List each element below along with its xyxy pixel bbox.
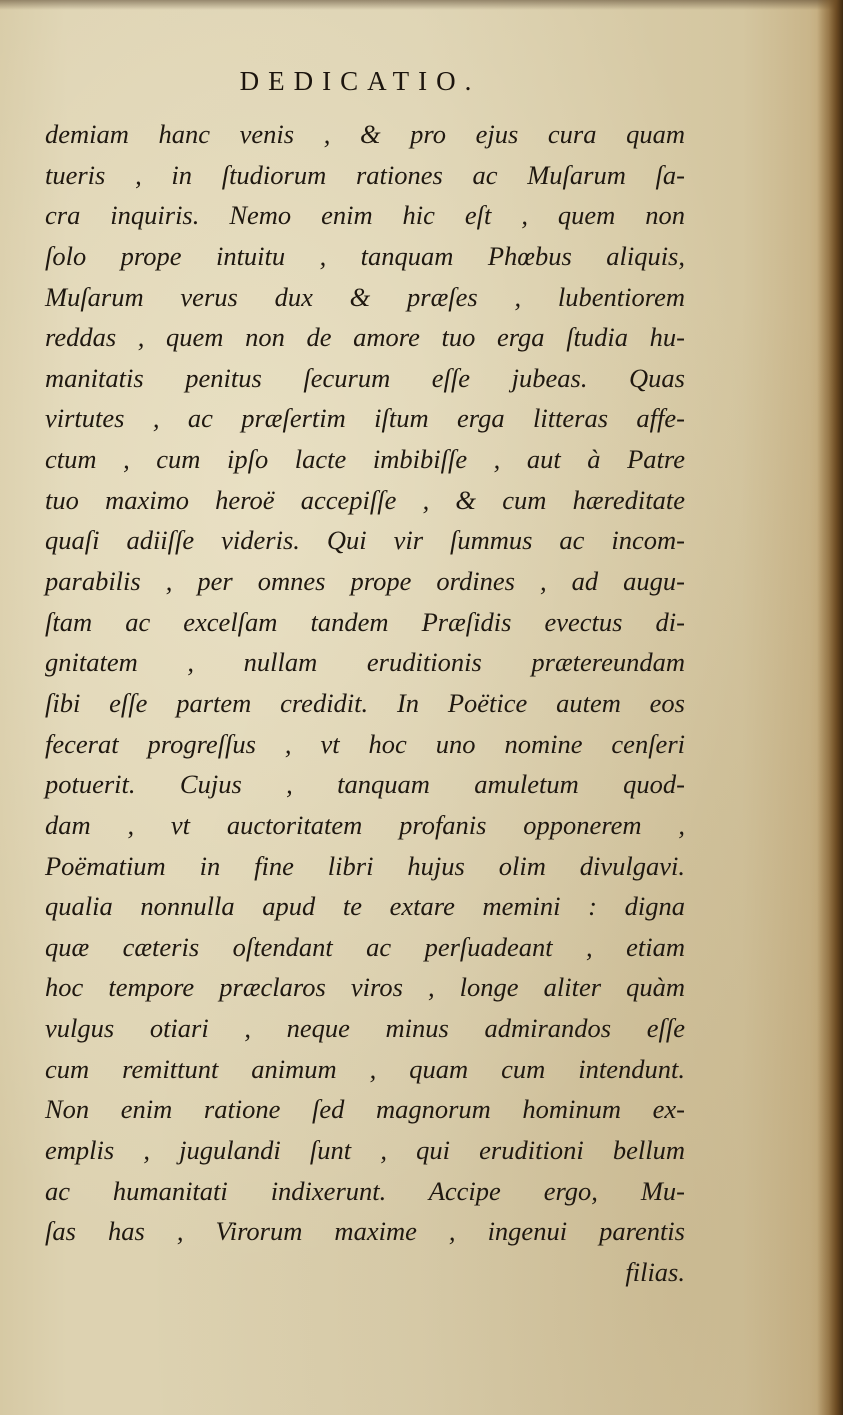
text-line: gnitatem , nullam eruditionis prætereundam xyxy=(45,647,685,678)
page-edge-binding xyxy=(817,0,843,1415)
text-line: quaſi adiiſſe videris. Qui vir ſummus ac incom- xyxy=(45,525,685,556)
text-line: emplis , jugulandi ſunt , qui eruditioni bellum xyxy=(45,1135,685,1166)
text-line: Non enim ratione ſed magnorum hominum ex- xyxy=(45,1094,685,1125)
text-line: quæ cæteris oſtendant ac perſuadeant , etiam xyxy=(45,931,685,962)
text-line: Poëmatium in fine libri hujus olim divulgavi. xyxy=(45,850,685,881)
text-line: ctum , cum ipſo lacte imbibiſſe , aut à Patre xyxy=(45,444,685,475)
text-line: fecerat progreſſus , vt hoc uno nomine cenſeri xyxy=(45,728,685,759)
text-line: ac humanitati indixerunt. Accipe ergo, Mu- xyxy=(45,1175,685,1206)
page-top-shadow xyxy=(0,0,843,10)
text-line-final: filias. xyxy=(625,1256,685,1287)
text-line: qualia nonnulla apud te extare memini : digna xyxy=(45,891,685,922)
text-line: demiam hanc venis , & pro ejus cura quam xyxy=(45,119,685,149)
text-line: tueris , in ſtudiorum rationes ac Muſarum ſa- xyxy=(45,159,685,190)
text-line: reddas , quem non de amore tuo erga ſtudia hu- xyxy=(45,322,685,353)
text-line: potuerit. Cujus , tanquam amuletum quod- xyxy=(45,769,685,800)
text-line: ſas has , Virorum maxime , ingenui parentis xyxy=(45,1216,685,1247)
body-text xyxy=(45,114,685,1293)
text-line: tuo maximo heroë accepiſſe , & cum hæreditate xyxy=(45,484,685,515)
text-line: hoc tempore præclaros viros , longe aliter quàm xyxy=(45,972,685,1003)
text-line: vulgus otiari , neque minus admirandos eſſe xyxy=(45,1013,685,1044)
text-line: ſolo prope intuitu , tanquam Phœbus aliquis, xyxy=(45,240,685,271)
text-line: virtutes , ac præſertim iſtum erga litteras affe- xyxy=(45,403,685,434)
text-line: parabilis , per omnes prope ordines , ad augu- xyxy=(45,566,685,597)
text-line: dam , vt auctoritatem profanis opponerem , xyxy=(45,809,685,840)
text-line: ſtam ac excelſam tandem Præſidis evectus di- xyxy=(45,606,685,637)
text-line: Muſarum verus dux & præſes , lubentiorem xyxy=(45,281,685,312)
text-line: cum remittunt animum , quam cum intendunt. xyxy=(45,1053,685,1084)
running-title: DEDICATIO. xyxy=(239,66,481,96)
text-line: manitatis penitus ſecurum eſſe jubeas. Quas xyxy=(45,362,685,393)
text-line: ſibi eſſe partem credidit. In Poëtice autem eos xyxy=(45,687,685,718)
text-line: cra inquiris. Nemo enim hic eſt , quem non xyxy=(45,200,685,231)
